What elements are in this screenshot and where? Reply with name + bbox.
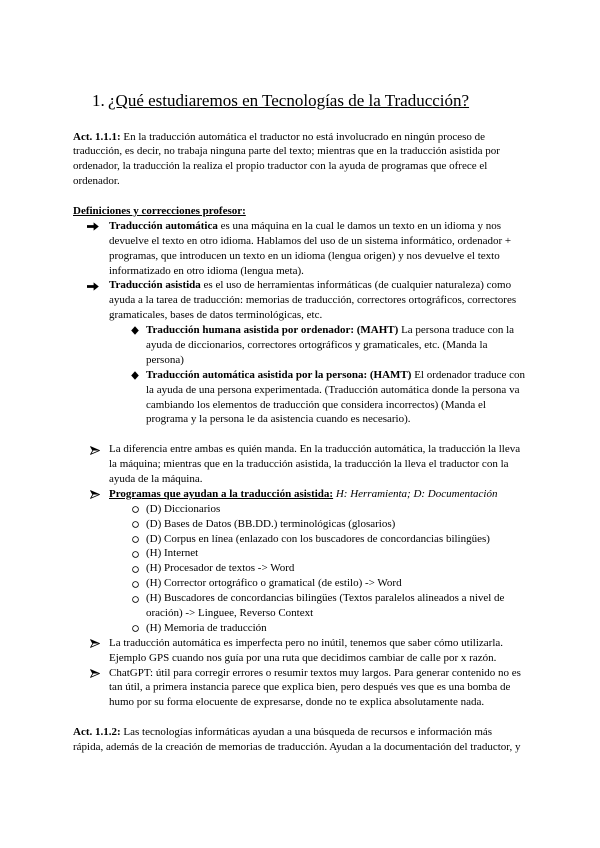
program-text: (H) Procesador de textos -> Word — [146, 562, 295, 575]
paragraph-line — [146, 323, 588, 338]
note-item — [73, 442, 588, 487]
subdefinition-term: Traducción humana asistida por ordenador: (MAHT) — [146, 324, 399, 337]
line-text: es una máquina en la cual le damos un texto en un idioma y nos — [220, 219, 502, 232]
circle-bullet-icon — [132, 625, 139, 632]
circle-bullet-icon — [132, 506, 139, 513]
activity-label: Act. 1.1.2: — [73, 726, 121, 739]
heading-title: ¿Qué estudiaremos en Tecnologías de la Traducción? — [108, 91, 470, 110]
paragraph-line: la ayuda de una persona experimentada. (Traducción automática donde la persona va — [146, 383, 520, 396]
program-item — [73, 621, 588, 636]
definition-item — [73, 278, 588, 323]
notes-section — [73, 442, 588, 710]
program-text: (H) Corrector ortográfico o gramatical (de estilo) -> Word — [146, 577, 402, 590]
arrowhead-bullet-icon — [90, 669, 100, 678]
program-text: oración) -> Linguee, Reverso Context — [146, 607, 314, 619]
line-text: En la traducción automática el traductor no está involucrado en ningún proceso de — [123, 130, 486, 143]
arrowhead-bullet-icon — [90, 446, 100, 455]
program-text: (D) Bases de Datos (BB.DD.) terminológicas (glosarios) — [146, 517, 396, 530]
circle-bullet-icon — [132, 536, 139, 543]
paragraph-line: ayuda de la máquina. — [109, 472, 203, 485]
programs-heading-line — [109, 487, 588, 502]
paragraph-line: cambiando los elementos de traducción que considera incorrectos) (Manda el — [146, 398, 486, 411]
programs-heading: Programas que ayudan a la traducción asistida: — [109, 487, 334, 500]
paragraph-line — [73, 725, 588, 740]
circle-bullet-icon — [132, 566, 139, 573]
note-item — [73, 636, 588, 666]
paragraph-line: La traducción automática es imperfecta pero no inútil, tenemos que saber cómo utilizarla. — [109, 636, 504, 649]
paragraph-line: tan útil, a primera instancia parece que explica bien, pero después ves que es una bomba de — [109, 681, 511, 694]
definition-term: Traducción asistida — [109, 279, 201, 292]
heavy-right-arrow-icon — [87, 222, 99, 231]
paragraph-line: humo por su forma elocuente de expresarse, donde no te explica absolutamente nada. — [109, 696, 485, 709]
circle-bullet-icon — [132, 521, 139, 528]
paragraph-line: ayuda de diccionarios, correctores ortográficos y gramaticales, etc. (Manda la — [146, 338, 488, 351]
paragraph-line: ordenador, la traducción la realiza el propio traductor con la ayuda de programas que ofrece el — [73, 160, 488, 173]
paragraph-line: programas, que introducen un texto en un idioma (lengua origen) y nos devuelve el texto — [109, 249, 500, 262]
black-diamond-icon — [131, 371, 139, 380]
activity-1-1-2 — [73, 725, 588, 755]
definition-item — [73, 219, 588, 279]
line-text: es el uso de herramientas informáticas (de cualquier naturaleza) como — [203, 279, 512, 292]
program-item — [73, 517, 588, 532]
program-item — [73, 591, 588, 621]
black-diamond-icon — [131, 326, 139, 335]
paragraph-line — [109, 278, 588, 293]
program-item — [73, 576, 588, 591]
subdefinition-item — [73, 368, 588, 428]
paragraph-line: devuelve el texto en otro idioma. Hablamos del uso de un sistema informático, ordenador + — [109, 234, 512, 247]
heavy-right-arrow-icon — [87, 282, 99, 291]
paragraph-line — [109, 219, 588, 234]
circle-bullet-icon — [132, 581, 139, 588]
paragraph-line: Ejemplo GPS cuando nos guía por una ruta que decidimos cambiar de calle por x razón. — [109, 651, 497, 664]
subdefinition-item — [73, 323, 588, 368]
arrowhead-bullet-icon — [90, 639, 100, 648]
paragraph-line: rápida, además de la creación de memorias de traducción. Ayudan a la documentación del traductor, y — [73, 741, 521, 754]
line-text: La persona traduce con la — [401, 324, 515, 337]
program-text: (D) Corpus en línea (enlazado con los buscadores de concordancias bilingües) — [146, 532, 490, 545]
paragraph-line: informatizado en otro idioma (lengua meta). — [109, 264, 304, 277]
definitions-heading-line — [73, 204, 588, 219]
program-text: (H) Memoria de traducción — [146, 621, 267, 634]
program-text: (H) Internet — [146, 547, 199, 560]
paragraph-line — [73, 130, 588, 145]
section-heading — [92, 91, 469, 111]
activity-1-1-1 — [73, 130, 588, 190]
line-text: El ordenador traduce con — [414, 368, 526, 381]
paragraph-line: gramaticales, bases de datos terminológicas, etc. — [109, 309, 323, 322]
paragraph-line: persona) — [146, 353, 184, 366]
activity-label: Act. 1.1.1: — [73, 130, 121, 143]
definition-term: Traducción automática — [109, 219, 218, 232]
paragraph-line: la máquina; mientras que en la traducción asistida, la traducción la lleva el traductor con la — [109, 458, 509, 471]
circle-bullet-icon — [132, 551, 139, 558]
program-text: (D) Diccionarios — [146, 502, 221, 515]
circle-bullet-icon — [132, 596, 139, 603]
program-item — [73, 546, 588, 561]
definitions-heading: Definiciones y correcciones profesor: — [73, 204, 246, 217]
note-item-programs — [73, 487, 588, 502]
arrowhead-bullet-icon — [90, 490, 100, 499]
paragraph-line: ordenador. — [73, 175, 120, 188]
line-text: Las tecnologías informáticas ayudan a una búsqueda de recursos e información más — [123, 726, 493, 739]
programs-legend: H: Herramienta; D: Documentación — [335, 487, 498, 500]
program-text: (H) Buscadores de concordancias bilingües (Textos paralelos alineados a nivel de — [146, 592, 505, 605]
note-item — [73, 666, 588, 711]
paragraph-line: traducción, es decir, no trabaja ninguna parte del texto; mientras que en la traducción asistida por — [73, 145, 500, 158]
subdefinition-term: Traducción automática asistida por la persona: (HAMT) — [146, 368, 412, 381]
program-item — [73, 532, 588, 547]
document-body — [73, 130, 588, 755]
paragraph-line: ChatGPT: útil para corregir errores o resumir textos muy largos. Para generar contenido no es — [109, 666, 521, 679]
program-item — [73, 502, 588, 517]
paragraph-line: La diferencia entre ambas es quién manda. En la traducción automática, la traducción la lleva — [109, 443, 521, 456]
definitions-section — [73, 204, 588, 427]
paragraph-line: ayuda a la tarea de traducción: memorias de traducción, correctores ortográficos, correctores — [109, 294, 517, 307]
program-item — [73, 561, 588, 576]
paragraph-line — [146, 368, 588, 383]
paragraph-line: programa y la persona le da asistencia cuando es necesario). — [146, 413, 411, 426]
heading-number: 1. — [92, 91, 105, 110]
